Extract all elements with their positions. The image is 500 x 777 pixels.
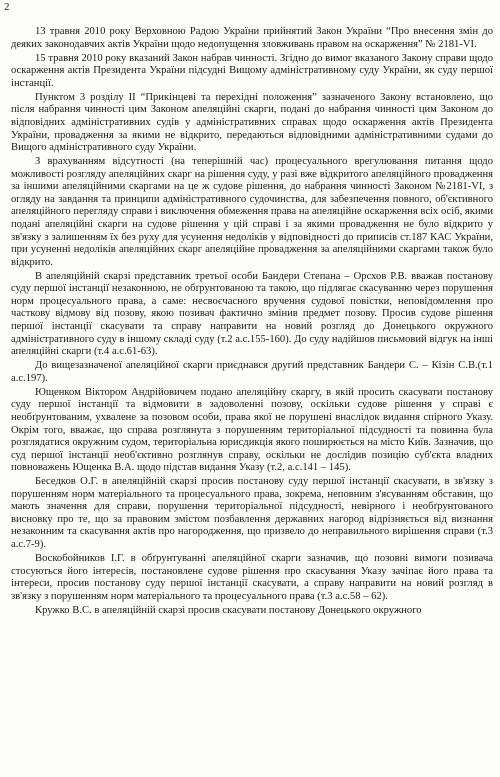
paragraph-appeal-orskhov: В апеляційній скарзі представник третьої особи Бандери Степана – Орсхов Р.В. вважав постанову суду першої інстанції незаконною, не обґрунтованою та такою, що підлягає скасуванню через порушення норм процесуального права, а саме: несвоєчасного вручення судової повістки, неповідомлення про часткову відмову від позову, якою позивач фактично змінив предмет позову. Просив судове рішення першої інстанції скасувати та справу направити на новий розгляд до Донецького окружного адміністративного суду в іншому складі суду (т.2 а.с.155-160). До суду надійшов письмовий відгук на інші апеляційні скарги (т.4 а.с.61-63). <box>11 270 493 358</box>
paragraph-law-in-force: 15 травня 2010 року вказаний Закон набрав чинності. Згідно до вимог вказаного Закону справи щодо оскарження актів Президента України підсудні Вищому адміністративному суду України, як суду першої інстанції. <box>11 52 493 89</box>
paragraph-transitional-provisions: Пунктом 3 розділу II “Прикінцеві та перехідні положення” зазначеного Закону встановлено, що після набрання чинності цим Законом апеляційні скарги, подані до набрання чинності цим Законом до відповідних адміністративних судів у адміністративних справах щодо оскарження актів Президента України, провадження за якими не відкрито, передаються відповідними адміністративними судами до Вищого адміністративного суду України. <box>11 91 493 154</box>
paragraph-appeal-yushchenko: Ющенком Віктором Андрійовичем подано апеляційну скаргу, в якій просить скасувати постанову суду першої інстанції та відмовити в задоволенні позову, оскільки судове рішення у справі є необґрунтованим, ухвалене за позовом особи, права якої не порушені внаслідок видання спірного Указу. Окрім того, вважає, що справа розглянута з порушенням територіальної підсудності та повинна була розглядатися окружним судом, територіальна юрисдикція якого поширюється на місто Київ. Зазначив, що суд першої інстанції необ'єктивно розглянув справу, оскільки не дослідив позицію суб'єкта владних повноважень Ющенка В.А. щодо підстав видання Указу (т.2, а.с.141 – 145). <box>11 386 493 474</box>
page-number: 2 <box>4 1 10 13</box>
document-body <box>11 26 493 619</box>
paragraph-appeal-voskoboinikov: Воскобойников І.Г. в обґрунтуванні апеляційної скарги зазначив, що позовні вимоги позивача стосуються його інтересів, постановлене судове рішення про скасування Указу зачіпає його права та інтереси, просив постанову суду першої інстанції скасувати, а справу направити на новий розгляд в зв'язку з порушенням норм матеріального та процесуального права (т.3 а.с.58 – 62). <box>11 553 493 602</box>
paragraph-procedural-regulation: З врахуванням відсутності (на теперішній час) процесуального врегулювання питання щодо можливості розгляду апеляційних скарг на рішення суду, у разі вже відкритого апеляційного провадження за іншими апеляційними скаргами на це ж судове рішення, до набрання чинності Законом №2181-VI, з огляду на завдання та принципи адміністративного судочинства, для забезпечення повного, об'єктивного апеляційного перегляду справи і виключення обмеження права на апеляційне оскарження всіх осіб, якими подані апеляційні скарги на судове рішення у цій справі і за якими провадження не було відкрито у зв'язку з залишенням їх без руху для усунення недоліків у відповідності до приписів ст.187 КАС України, при усуненні недоліків апеляційних скарг апеляційне провадження за апеляційними скаргами також було відкрито. <box>11 156 493 268</box>
paragraph-appeal-kizin: До вищезазначеної апеляційної скарги приєднався другий представник Бандери С. – Кізін С.В.(т.1 а.с.197). <box>11 360 493 384</box>
paragraph-appeal-besedkov: Беседков О.Г. в апеляційній скарзі просив постанову суду першої інстанції скасувати, в зв'язку з порушенням норм матеріального та процесуального права, зокрема, неповним з'ясуванням обставин, що мають значення для справи, порушення територіальної підсудності, невірного і необґрунтованого висновку про те, що за правовим змістом позбавлення державних нагород відрізняється від визнання незаконним та скасування актів про нагородження, що призвело до неправильного вирішення справи (т.3 а.с.7-9). <box>11 476 493 551</box>
paragraph-law-adoption: 13 травня 2010 року Верховною Радою України прийнятий Закон України “Про внесення змін до деяких законодавчих актів України щодо недопущення зловживань правом на оскарження” № 2181-VI. <box>11 26 493 50</box>
paragraph-appeal-kruzhko: Кружко В.С. в апеляційній скарзі просив скасувати постанову Донецького окружного <box>35 604 422 616</box>
